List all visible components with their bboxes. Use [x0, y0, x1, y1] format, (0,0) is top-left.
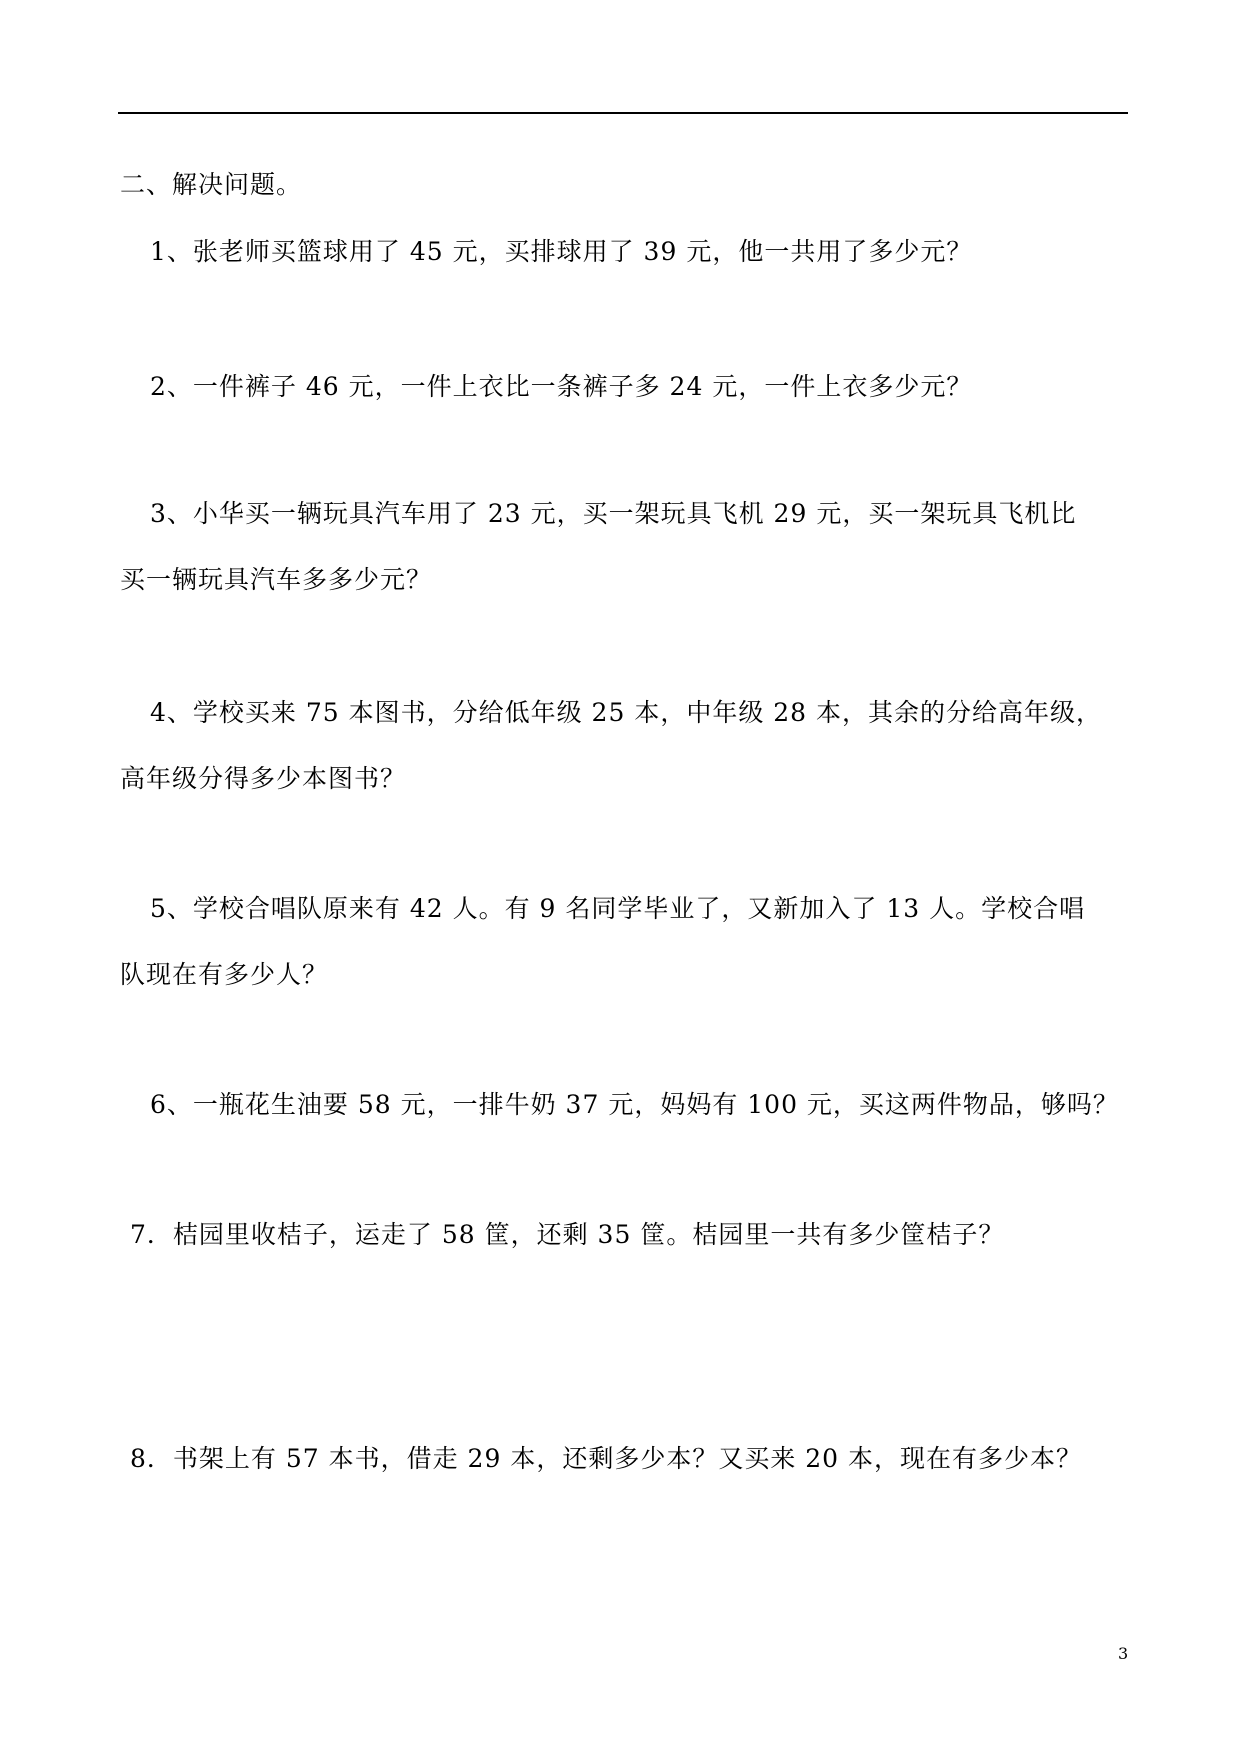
problem-8-line-1: 8．书架上有 57 本书，借走 29 本，还剩多少本？又买来 20 本，现在有多少本？	[130, 1444, 1083, 1473]
problem-4-line-1: 4、学校买来 75 本图书，分给低年级 25 本，中年级 28 本，其余的分给高年级，	[150, 698, 1103, 727]
problem-5-line-2: 队现在有多少人？	[120, 960, 329, 989]
problem-3-line-2: 买一辆玩具汽车多多少元？	[120, 565, 433, 594]
problem-4-line-2: 高年级分得多少本图书？	[120, 764, 407, 793]
problem-2-line-1: 2、一件裤子 46 元，一件上衣比一条裤子多 24 元，一件上衣多少元？	[150, 372, 973, 401]
header-rule	[118, 112, 1128, 114]
problem-7-line-1: 7．桔园里收桔子，运走了 58 筐，还剩 35 筐。桔园里一共有多少筐桔子？	[130, 1220, 1005, 1249]
problem-5-line-1: 5、学校合唱队原来有 42 人。有 9 名同学毕业了，又新加入了 13 人。学校合唱	[150, 894, 1086, 923]
section-title: 二、解决问题。	[120, 170, 303, 199]
problem-6-line-1: 6、一瓶花生油要 58 元，一排牛奶 37 元，妈妈有 100 元，买这两件物品，够吗？	[150, 1090, 1119, 1119]
problem-3-line-1: 3、小华买一辆玩具汽车用了 23 元，买一架玩具飞机 29 元，买一架玩具飞机比	[150, 499, 1077, 528]
page-number: 3	[1118, 1644, 1129, 1663]
problem-1-line-1: 1、张老师买篮球用了 45 元，买排球用了 39 元，他一共用了多少元？	[150, 237, 973, 266]
